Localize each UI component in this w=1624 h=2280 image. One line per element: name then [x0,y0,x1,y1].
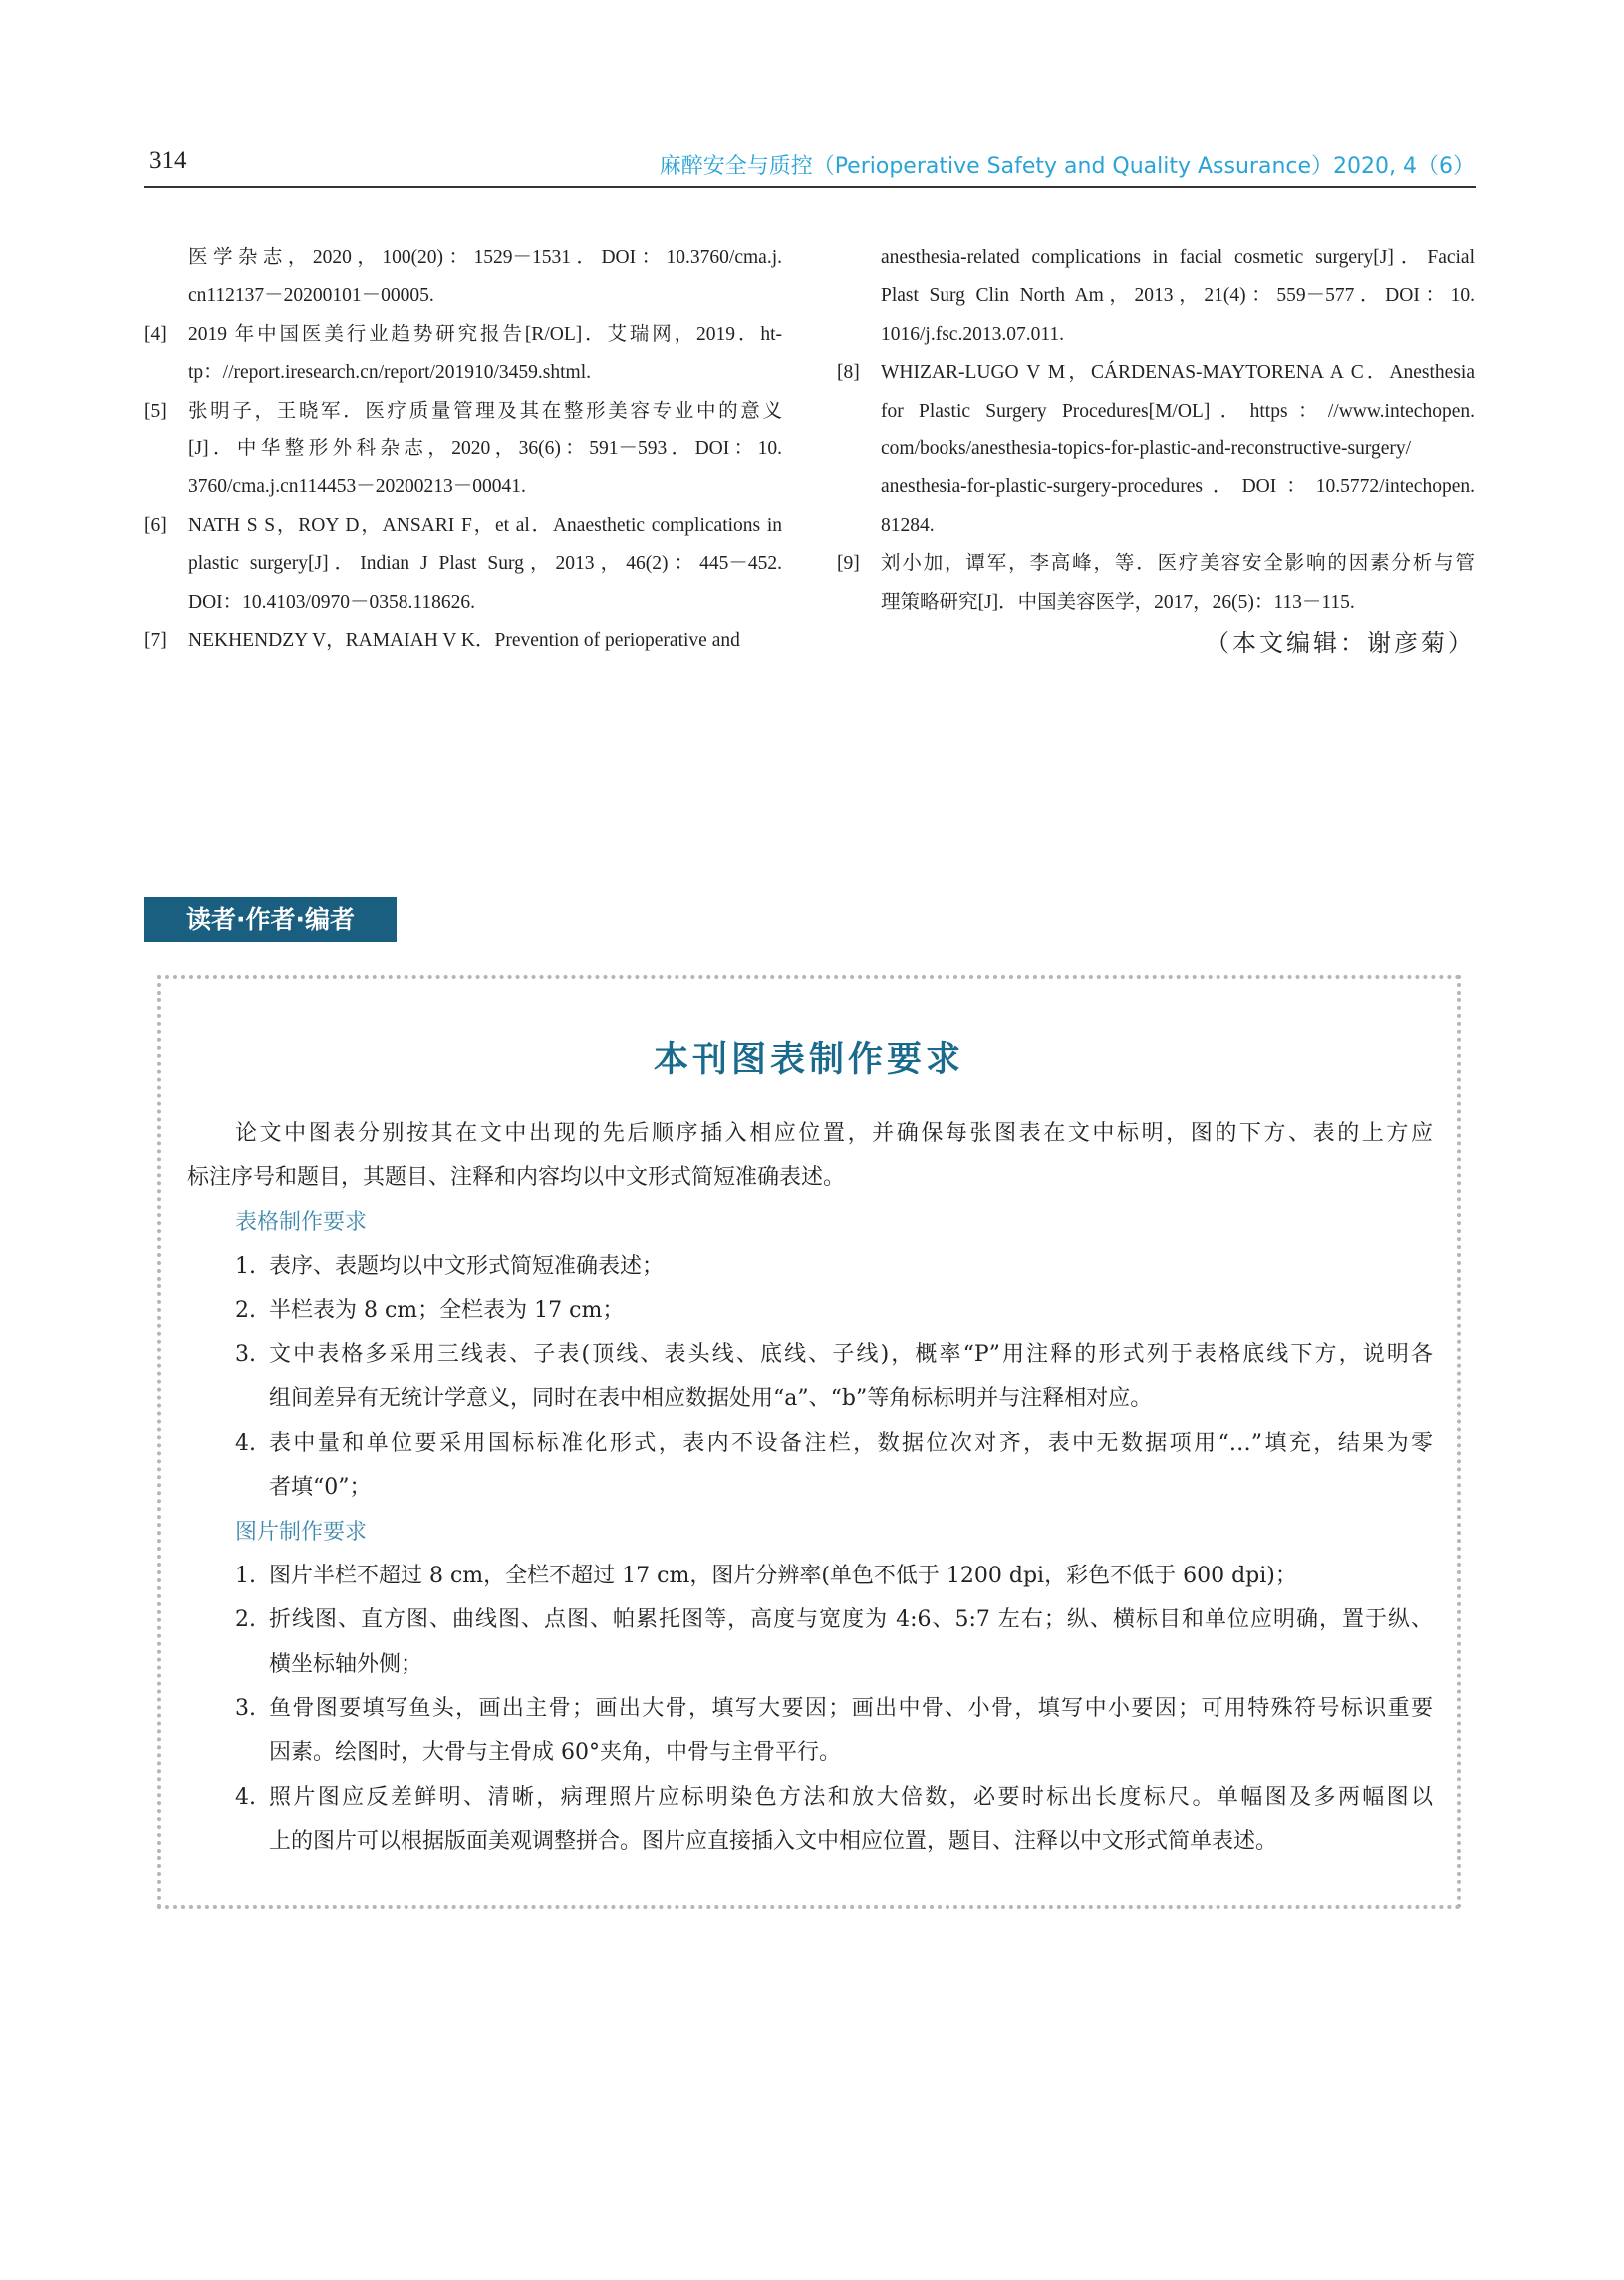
notice-content [187,1112,1433,1864]
reference-number: [9] [837,553,860,575]
list-item-line: 表中量和单位要采用国标标准化形式，表内不设备注栏，数据位次对齐，表中无数据项用“…”填充，结果为零 4. [187,1422,1433,1466]
reference-line: plastic surgery[J]．Indian J Plast Surg，2013，46(2)：445－452. [188,553,782,575]
references-right-column [837,239,1475,666]
reference-number: [5] [144,400,167,422]
reference-line: DOI：10.4103/0970－0358.118626. [188,591,475,613]
reference-line: 张明子，王晓军．医疗质量管理及其在整形美容专业中的意义 [5] [144,393,782,430]
reference-line: NATH S S，ROY D，ANSARI F，et al．Anaesthetic complications in [6] [144,507,782,545]
section-heading: 表格制作要求 [235,1209,368,1235]
header-rule [144,186,1476,188]
reference-line: WHIZAR-LUGO V M，CÁRDENAS-MAYTORENA A C．Anesthesia [8] [837,354,1475,392]
list-item-line: 横坐标轴外侧； [269,1651,423,1677]
reference-entry [144,316,782,393]
reference-line: [J]．中华整形外科杂志，2020，36(6)：591－593．DOI：10. [188,437,782,459]
reference-line: tp：//report.iresearch.cn/report/201910/3459.shtml. [188,362,591,384]
reference-line: 81284. [881,514,935,536]
list-item-number: 3. [235,1341,256,1367]
reference-line: 医学杂志，2020，100(20)：1529－1531．DOI：10.3760/cma.j. [188,247,782,268]
reference-line: 3760/cma.j.cn114453－20200213－00041. [188,476,526,498]
references-left-column [144,239,782,660]
list-item-line: 表序、表题均以中文形式简短准确表述； 1. [187,1245,1433,1288]
section-heading: 图片制作要求 [235,1519,368,1545]
reference-line: anesthesia-related complications in facial cosmetic surgery[J]．Facial [881,247,1475,268]
reference-entry [144,393,782,507]
reference-line: 刘小加，谭军，李高峰，等．医疗美容安全影响的因素分析与管 [9] [837,545,1475,583]
reference-line: cn112137－20200101－00005. [188,285,434,307]
reference-entry [144,622,782,660]
list-item-line: 半栏表为 8 cm；全栏表为 17 cm； 2. [187,1289,1433,1333]
reference-line: 2019 年中国医美行业趋势研究报告[R/OL]．艾瑞网，2019．ht- [4] [144,316,782,354]
list-item-line: 文中表格多采用三线表、子表(顶线、表头线、底线、子线)，概率“P”用注释的形式列于表格底线下方，说明各 3. [187,1333,1433,1377]
reference-number: [6] [144,514,167,536]
list-item-line: 上的图片可以根据版面美观调整拼合。图片应直接插入文中相应位置，题目、注释以中文形式简单表述。 [269,1829,1278,1854]
journal-title: 麻醉安全与质控（Perioperative Safety and Quality Assurance）2020, 4（6） [659,154,1475,179]
list-item-number: 4. [235,1784,256,1810]
list-item-line: 照片图应反差鲜明、清晰，病理照片应标明染色方法和放大倍数，必要时标出长度标尺。单幅图及多两幅图以 4. [187,1776,1433,1820]
reference-line: NEKHENDZY V，RAMAIAH V K．Prevention of perioperative and [7] [144,622,782,660]
notice-title: 本刊图表制作要求 [653,1040,964,1080]
reference-line: com/books/anesthesia-topics-for-plastic-and-reconstructive-surgery/ [881,437,1412,459]
list-item-number: 4. [235,1430,256,1456]
reference-line: 理策略研究[J]．中国美容医学，2017，26(5)：113－115. [881,591,1355,613]
list-item-number: 1. [235,1254,256,1280]
intro-line: 标注序号和题目，其题目、注释和内容均以中文形式简短准确表述。 [187,1165,846,1191]
reference-entry [837,239,1475,354]
list-item-line: 者填“0”； [269,1475,372,1501]
reference-number: [4] [144,323,167,345]
reference-entry [144,507,782,622]
list-item-line: 图片半栏不超过 8 cm，全栏不超过 17 cm，图片分辨率(单色不低于 1200 dpi，彩色不低于 600 dpi)； 1. [187,1555,1433,1598]
list-item-number: 2. [235,1607,256,1633]
reference-entry [144,239,782,316]
reference-number: [8] [837,362,860,384]
reference-number: [7] [144,629,167,651]
intro-line: 论文中图表分别按其在文中出现的先后顺序插入相应位置，并确保每张图表在文中标明，图的下方、表的上方应 [235,1121,1433,1146]
reference-line: for Plastic Surgery Procedures[M/OL]．https：//www.intechopen. [881,400,1475,422]
list-item-line: 因素。绘图时，大骨与主骨成 60°夹角，中骨与主骨平行。 [269,1740,841,1766]
page-number: 314 [149,147,187,174]
list-item-number: 1. [235,1563,256,1588]
list-item-line: 折线图、直方图、曲线图、点图、帕累托图等，高度与宽度为 4:6、5:7 左右；纵、横标目和单位应明确，置于纵、 2. [187,1598,1433,1642]
reference-entry [837,545,1475,622]
list-item-number: 2. [235,1297,256,1323]
reference-entry [837,354,1475,545]
list-item-line: 鱼骨图要填写鱼头，画出主骨；画出大骨，填写大要因；画出中骨、小骨，填写中小要因；可用特殊符号标识重要 3. [187,1687,1433,1731]
reference-line: 1016/j.fsc.2013.07.011. [881,323,1064,345]
reference-line: Plast Surg Clin North Am，2013，21(4)：559－577．DOI：10. [881,285,1475,307]
list-item-number: 3. [235,1696,256,1722]
editor-credit: （本文编辑：谢彦菊） [1206,630,1475,657]
section-banner: 读者·作者·编者 [144,897,397,942]
list-item-line: 组间差异有无统计学意义，同时在表中相应数据处用“a”、“b”等角标标明并与注释相对应。 [269,1386,1153,1412]
reference-line: anesthesia-for-plastic-surgery-procedures．DOI：10.5772/intechopen. [881,476,1475,498]
